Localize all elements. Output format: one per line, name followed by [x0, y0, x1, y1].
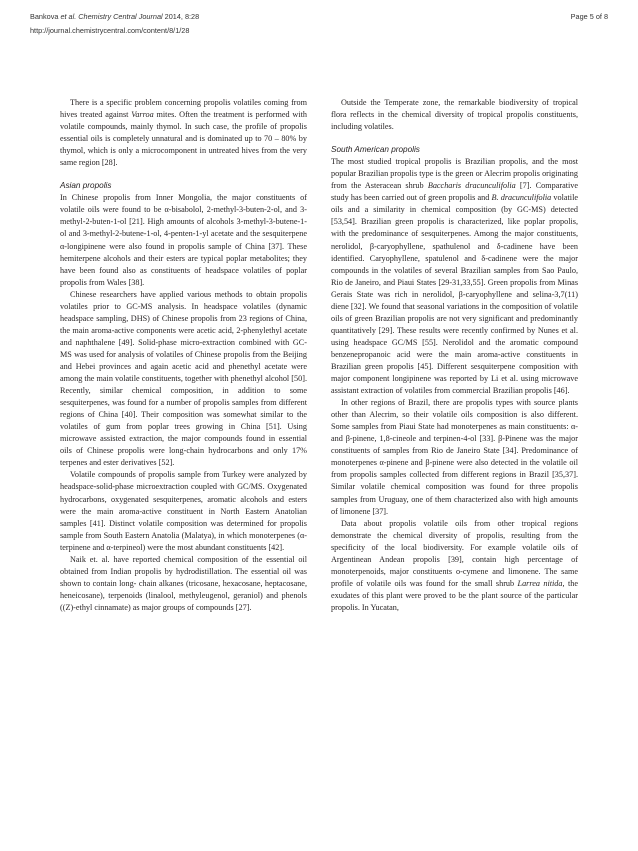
paragraph: In other regions of Brazil, there are propolis types with source plants other than Alecrim, so their volatile oils composition is also different. Some samples from Piaui State had monoterpenes as main constituents: α- and β-pinene, 1,8-cineole and terpinen-4-ol [33]. β-Pinene was the major constituents of samples from Rio de Janeiro State [34]. Predominance of monoterpenes α-pinene and β-pinene were also detected in the volatile oil from propolis samples collected from different regions in Brazil [35,37]. Similar volatile chemical composition was found for three propolis samples from Uruguay, one of them characterized also with high amounts of limonene [37].: [331, 398, 578, 516]
paragraph: There is a specific problem concerning propolis volatiles coming from hives treated against Varroa mites. Often the treatment is performed with volatile compounds, mainly thymol. In such case, the profile of propolis essential oils is completely unnatural and is dominated up to 70 – 80% by thymol, which is only a microcomponent in untreated hives from the very same region [28].: [60, 98, 307, 168]
article-url[interactable]: http://journal.chemistrycentral.com/content/8/1/28: [30, 26, 190, 35]
right-column: [331, 97, 578, 614]
paragraph: Naik et. al. have reported chemical composition of the essential oil obtained from Indian propolis by hydrodistillation. The essential oil was shown to contain long- chain alkanes (tricosane, hexacosane, heptacosane, heneicosane), terpenoids (linalool, methyleugenol, geraniol) and phenols ((Z)-ethyl cinnamate) as major groups of compounds [27].: [60, 554, 307, 612]
page-number: Page 5 of 8: [570, 12, 608, 21]
section-heading-south-american: South American propolis: [331, 145, 420, 155]
paragraph: In Chinese propolis from Inner Mongolia, the major constituents of volatile oils were found to be α-bisabolol, 2-methyl-3-buten-2-ol, and 3-methyl-2-buten-1-ol [21]. High amounts of alcohols 3-methyl-3-butene-1-ol and 3-methyl-2-butene-1-ol, 4-penten-1-yl acetate and the sesquiterpene α-longipinene were also found in propolis sample of China [37]. These hemiterpene alcohols and their esters are typical poplar metabolites; they have been found also as constituents of headspace volatiles of poplar propolis from Wales [38].: [60, 193, 307, 287]
left-column: [60, 97, 307, 614]
paragraph: The most studied tropical propolis is Brazilian propolis, and the most popular Brazilian propolis type is the green or Alecrim propolis originating from the Asteracean shrub Baccharis dracunculifolia [7]. Comparative study has been carried out of green propolis and B. dracunculifolia volatile oils and a similarity in chemical composition (by GC-MS) detected [53,54]. Brazilian green propolis is characterized, like poplar propolis, with the predominance of sesquiterpenes. Among the major constituents, nerolidol, β-caryophyllene, spathulenol and δ-cadinene have been identified. Caryophyllene, spatulenol and δ-cadinene were the major compounds in the volatiles of several Brazilian samples from Sao Paulo, Rio de Janeiro, and Piaui States [29-31,33,55]. Green propolis from Minas Gerais State was rich in nerolidol, β-caryophyllene and selina-3,7(11) diene [32]. We found that seasonal variations in the composition of volatile oils of green Brazilian propolis are not very significant and predominantly quantitatively [29]. These results were recently confirmed by Nunes et al. using headspace GC/MS [55]. Nerolidol and the aromatic compound benzenepropanoic acid were the main aroma-active constituents in Brazilian green propolis [45]. Different sesquiterpene composition with major component longipinene was reported by Li et al. using microwave assistant extraction of volatiles from commercial Brazilian propolis [46].: [331, 157, 578, 396]
section-heading-asian: Asian propolis: [60, 181, 112, 191]
paragraph: Chinese researchers have applied various methods to obtain propolis volatiles prior to GC-MS analysis. In headspace volatiles (dynamic headspace sampling, DHS) of Chinese propolis from 23 regions of China, the main aroma-active components were acetic acid, 2-phenylethyl acetate and naphthalene [49]. Solid-phase micro-extraction combined with GC-MS was used for analysis of volatiles of Chinese propolis from the Beijing and Hebei provinces and again acetic acid and phenethyl acetate were among the main volatile constituents, together with phenethyl alcohol [50]. Recently, similar chemical composition, in addition to some sesquiterpenes, was found for a number of propolis samples from different regions of China [40]. Their composition was somewhat similar to the volatiles of gum from poplar trees growing in China [51]. Using microwave assisted extraction, the major compounds found in essential oils of Chinese propolis were long-chain hydrocarbons and only 17% terpenes and ester derivatives [52].: [60, 289, 307, 468]
paragraph: Outside the Temperate zone, the remarkable biodiversity of tropical flora reflects in the chemical diversity of tropical propolis constituents, including volatiles.: [331, 98, 578, 132]
paragraph: Data about propolis volatile oils from other tropical regions demonstrate the chemical diversity of propolis, resulting from the specificity of the local biodiversity. For example volatile oils of Argentinean Andean propolis [39], contain high percentage of monoterpenoids, major constituents o-cymene and limonene. The same profile of volatile oils was found for the small shrub Larrea nitida, the exudates of this plant were proved to be the plant source of the particular propolis. In Yucatan,: [331, 518, 578, 612]
citation-line: Bankova et al. Chemistry Central Journal 2014, 8:28: [30, 12, 200, 21]
page-header: [30, 10, 608, 38]
paragraph: Volatile compounds of propolis sample from Turkey were analyzed by headspace-solid-phase microextraction coupled with GC/MS. Oxygenated hydrocarbons, oxygenated sesquiterpenes, aromatic alcohols and esters were the main aroma-active constituent in North Eastern Anatolian samples [41]. Distinct volatile composition was determined for propolis sample from South Eastern Anatolia (Malatya), in which monoterpenes (α-terpinene and α-terpineol) were the most abundant constituents [42].: [60, 470, 307, 552]
